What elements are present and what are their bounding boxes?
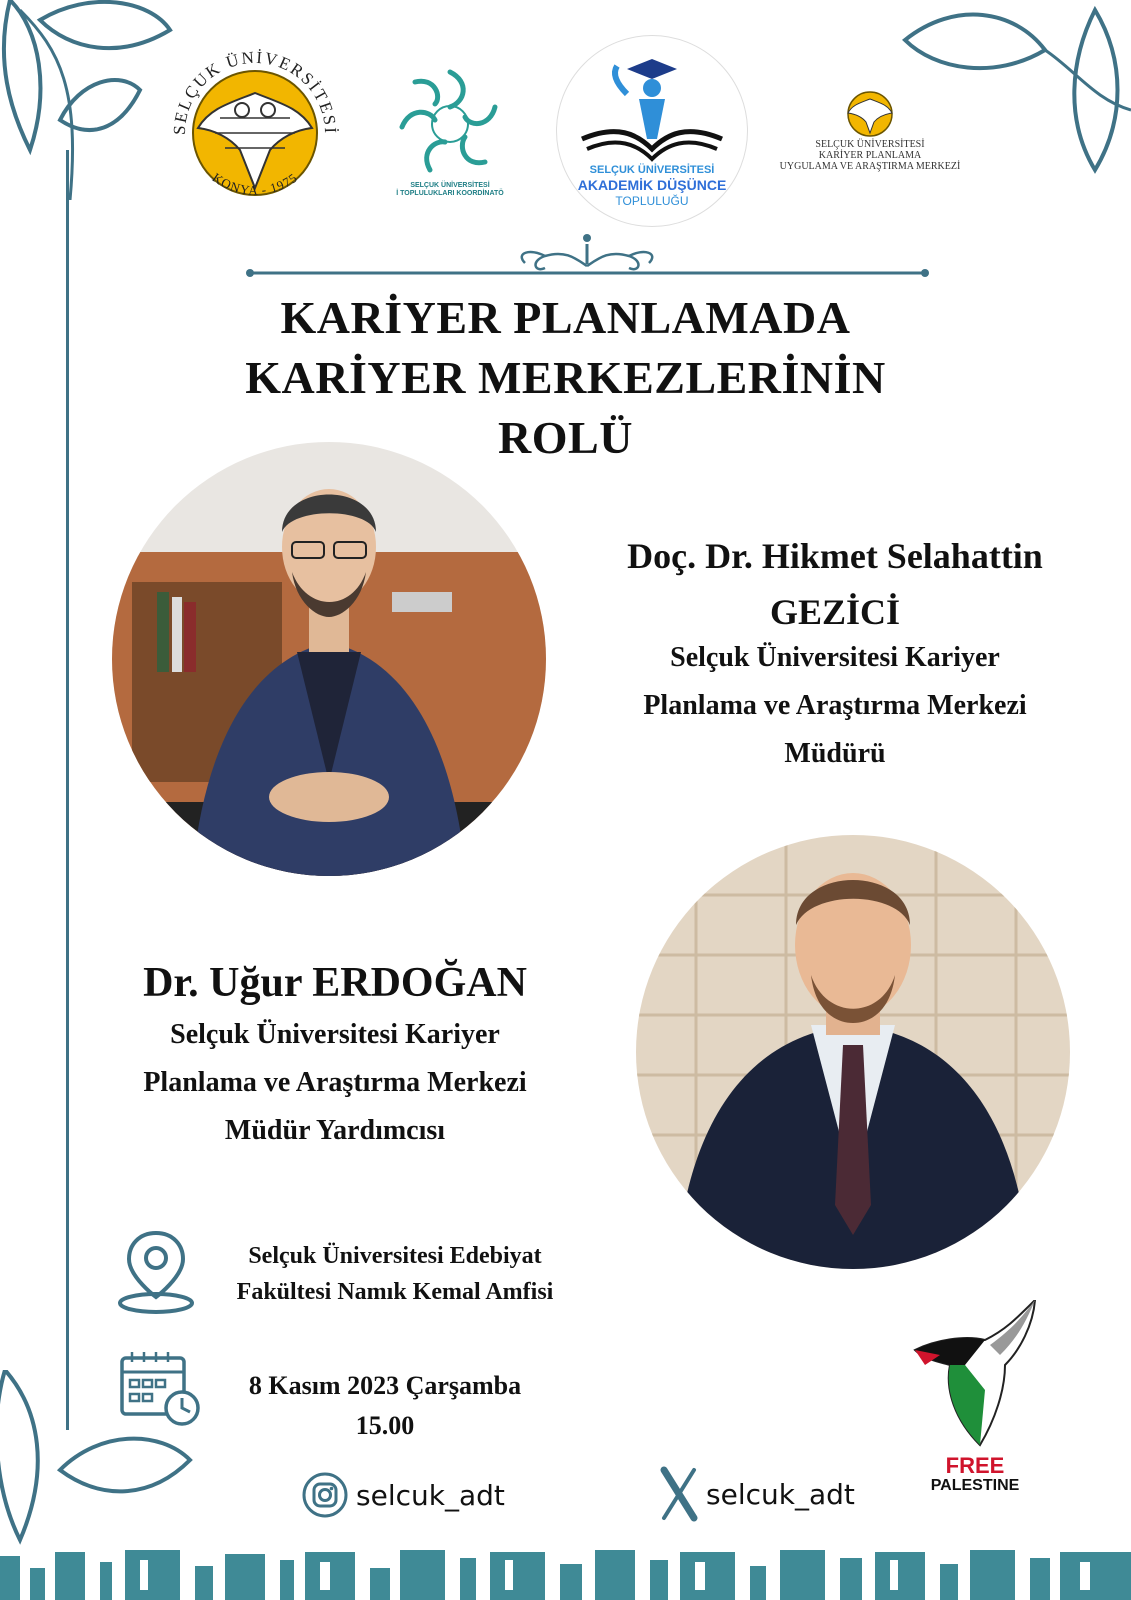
seal-top-text: SELÇUK ÜNİVERSİTESİ [169,47,341,136]
speaker1-desc-line1: Selçuk Üniversitesi Kariyer [670,642,1000,673]
location-text [205,1238,585,1310]
title-line-1: KARİYER PLANLAMADA [280,292,851,343]
x-handle[interactable] [658,1466,855,1522]
instagram-handle-text: selcuk_adt [356,1478,505,1512]
speaker1-name [575,528,1095,640]
seal-bottom-text: KONYA - 1975 [209,169,301,198]
speaker2-desc-line2: Planlama ve Araştırma Merkezi [143,1067,527,1098]
selcuk-university-seal [160,38,350,228]
speaker1-desc-line3: Müdürü [784,738,886,769]
datetime-text [210,1366,560,1446]
kariyer-merkezi-logo [765,80,975,180]
location-pin-icon [115,1225,197,1315]
akademik-line2: AKADEMİK DÜŞÜNCE [577,177,727,193]
small-seal-icon [840,89,900,139]
free-text: FREE [945,1453,1005,1478]
ogrenci-topluluklari-logo [375,45,525,215]
akademik-line1: SELÇUK ÜNİVERSİTESİ [589,163,715,176]
speaker1-name-line1: Doç. Dr. Hikmet Selahattin [627,536,1043,576]
kariyer-logo-line1: SELÇUK ÜNİVERSİTESİ [815,138,925,150]
dove-flag-icon [905,1300,1045,1450]
kariyer-logo-line3: UYGULAMA VE ARAŞTIRMA MERKEZİ [779,160,961,172]
title-line-2: KARİYER MERKEZLERİNİN [245,352,886,403]
speaker1-description [575,634,1095,778]
instagram-handle[interactable] [302,1472,505,1518]
calendar-clock-icon [118,1350,203,1430]
akademik-line3: TOPLULUĞU [615,193,689,208]
event-time: 15.00 [355,1411,415,1440]
seal-emblem-icon [160,38,350,228]
topluluklari-line1: SELÇUK ÜNİVERSİTESİ [410,181,490,189]
x-logo-icon [658,1466,700,1522]
palestine-text: PALESTINE [930,1477,1020,1494]
swirl-emblem-icon [390,62,510,182]
bottom-pattern-band [0,1548,1131,1600]
graduate-book-icon [577,54,727,164]
kariyer-logo-line2: KARİYER PLANLAMA [818,149,922,161]
akademik-dusunce-logo [556,35,748,227]
x-handle-text: selcuk_adt [706,1477,855,1511]
speaker2-desc-line3: Müdür Yardımcısı [224,1115,446,1146]
ornamental-divider [245,228,930,278]
free-palestine-badge [905,1300,1045,1500]
speaker2-desc-line1: Selçuk Üniversitesi Kariyer [170,1019,500,1050]
event-date: 8 Kasım 2023 Çarşamba [248,1371,522,1400]
frame-left-line [66,150,69,1430]
speaker1-name-line2: GEZİCİ [769,592,901,632]
location-line1: Selçuk Üniversitesi Edebiyat [248,1243,542,1269]
speaker1-photo [112,442,546,876]
topluluklari-line2: İ TOPLULUKLARI KOORDİNATÖ [396,190,504,197]
title-line-3: ROLÜ [498,412,633,463]
instagram-icon [302,1472,348,1518]
speaker2-photo [636,835,1070,1269]
top-left-leaf-decoration [0,0,180,200]
speaker1-desc-line2: Planlama ve Araştırma Merkezi [643,690,1027,721]
location-line2: Fakültesi Namık Kemal Amfisi [236,1279,554,1305]
speaker2-description [95,1011,575,1155]
speaker2-name: Dr. Uğur ERDOĞAN [143,960,527,1006]
